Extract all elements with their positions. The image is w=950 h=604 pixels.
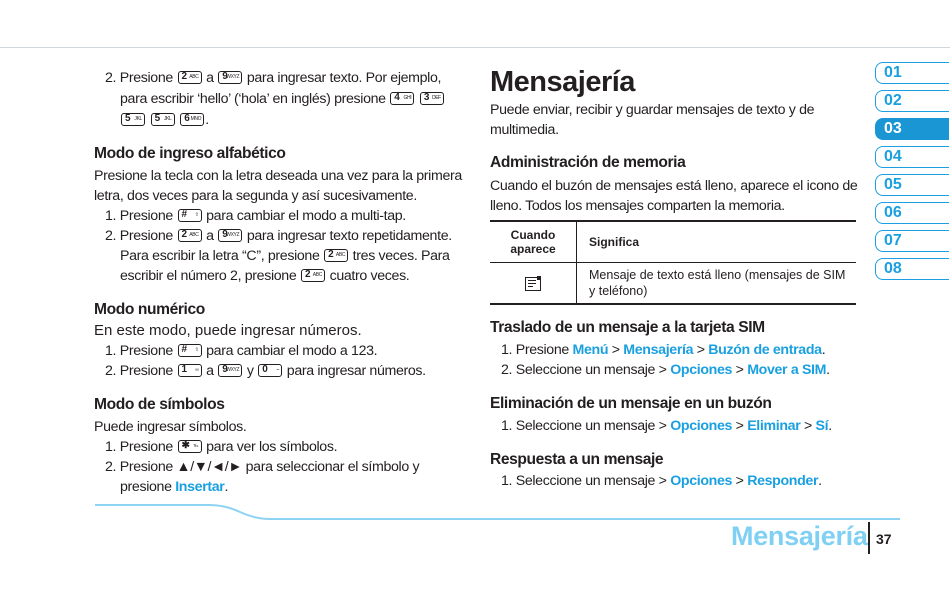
alpha-heading: Modo de ingreso alfabético — [94, 145, 286, 162]
sim-step-2: 2. Seleccione un mensaje > Opciones > Mover a SIM. — [501, 362, 830, 378]
key-2-icon: 2 ABC — [324, 249, 348, 262]
key-2-icon: 2 ABC — [301, 269, 325, 282]
key-5-icon: 5 JKL — [151, 113, 175, 126]
memory-heading: Administración de memoria — [490, 154, 686, 171]
reply-heading: Respuesta a un mensaje — [490, 451, 664, 468]
footer-title: Mensajería — [731, 521, 868, 551]
symbols-step-2: 2. Presione ▲/▼/◄/► para seleccionar el símbolo y — [105, 459, 420, 475]
reply-step-1: 1. Seleccione un mensaje > Opciones > Responder. — [501, 473, 822, 489]
title-intro-1: Puede enviar, recibir y guardar mensajes de texto y de — [490, 102, 815, 118]
mensajeria-label: Mensajería — [623, 342, 694, 358]
symbols-heading: Modo de símbolos — [94, 396, 225, 413]
key-2-icon: 2 ABC — [178, 71, 202, 84]
alpha-paragraph-2: letra, dos veces para la segunda y así sucesivamente. — [94, 188, 417, 204]
alpha-step-1: 1. Presione # ⇧ para cambiar el modo a multi-tap. — [105, 208, 406, 224]
numeric-paragraph: En este modo, puede ingresar números. — [94, 322, 362, 339]
key-6-icon: 6 MNO — [180, 113, 204, 126]
numeric-step-1: 1. Presione # ⇧ para cambiar el modo a 123. — [105, 343, 378, 359]
opciones-label: Opciones — [670, 473, 733, 489]
sim-heading: Traslado de un mensaje a la tarjeta SIM — [490, 319, 765, 336]
chapter-tab-08[interactable]: 08 — [875, 258, 949, 280]
buzon-entrada-label: Buzón de entrada — [708, 342, 822, 358]
numeric-step-2: 2. Presione 1 ∞ a 9 WXYZ y 0 ⌣ para ingresar números. — [105, 363, 426, 379]
alpha-step-2-line-3: escribir el número 2, presione 2 ABC cuatro veces. — [120, 268, 410, 284]
key-2-icon: 2 ABC — [178, 229, 202, 242]
opciones-label: Opciones — [670, 418, 733, 434]
key-hash-icon: # ⇧ — [178, 344, 202, 357]
symbols-paragraph: Puede ingresar símbolos. — [94, 419, 247, 435]
key-hash-icon: # ⇧ — [178, 209, 202, 222]
key-9-icon: 9 WXYZ — [218, 229, 242, 242]
si-label: Sí — [815, 418, 829, 434]
key-1-icon: 1 ∞ — [178, 364, 202, 377]
memory-paragraph-1: Cuando el buzón de mensajes está lleno, aparece el icono de — [490, 178, 858, 194]
intro-line-3: 5 JKL 5 JKL 6 MNO . — [120, 110, 209, 130]
insertar-label: Insertar — [175, 479, 225, 495]
page-number: 37 — [876, 531, 892, 547]
chapter-tab-04[interactable]: 04 — [875, 146, 949, 168]
alpha-paragraph-1: Presione la tecla con la letra deseada una vez para la primera — [94, 168, 462, 184]
key-9-icon: 9 WXYZ — [218, 71, 242, 84]
delete-heading: Eliminación de un mensaje en un buzón — [490, 395, 772, 412]
table-cell-meaning: Mensaje de texto está lleno (mensajes de SIM y teléfono) — [577, 263, 857, 305]
symbols-step-1: 1. Presione ✱ ℡ para ver los símbolos. — [105, 439, 338, 455]
memory-paragraph-2: lleno. Todos los mensajes comparten la memoria. — [490, 198, 785, 214]
sim-step-1: 1. Presione Menú > Mensajería > Buzón de entrada. — [501, 342, 826, 358]
symbols-step-2-line-2: presione Insertar. — [120, 479, 229, 495]
footer-separator — [868, 522, 870, 554]
title-intro-2: multimedia. — [490, 122, 559, 138]
alpha-step-2: 2. Presione 2 ABC a 9 WXYZ para ingresar texto repetidamente. — [105, 228, 452, 244]
table-header-significa: Significa — [577, 221, 857, 263]
key-5-icon: 5 JKL — [121, 113, 145, 126]
key-9-icon: 9 WXYZ — [218, 364, 242, 377]
opciones-label: Opciones — [670, 362, 733, 378]
mover-sim-label: Mover a SIM — [747, 362, 827, 378]
chapter-tab-07[interactable]: 07 — [875, 230, 949, 252]
key-star-icon: ✱ ℡ — [178, 440, 202, 453]
numeric-heading: Modo numérico — [94, 301, 205, 318]
table-header-cuando: Cuando aparece — [490, 221, 577, 263]
key-3-icon: 3 DEF — [420, 92, 444, 105]
menu-label: Menú — [572, 342, 609, 358]
chapter-tab-06[interactable]: 06 — [875, 202, 949, 224]
alpha-step-2-line-2: Para escribir la letra “C”, presione 2 ABC tres veces. Para — [120, 248, 450, 264]
key-0-icon: 0 ⌣ — [258, 364, 282, 377]
eliminar-label: Eliminar — [747, 418, 801, 434]
page-title: Mensajería — [490, 66, 635, 98]
responder-label: Responder — [747, 473, 819, 489]
intro-line-2: para escribir ‘hello’ (‘hola’ en inglés) presione 4 GHI 3 DEF — [120, 89, 445, 109]
chapter-tab-01[interactable]: 01 — [875, 62, 949, 84]
chapter-tab-02[interactable]: 02 — [875, 90, 949, 112]
key-4-icon: 4 GHI — [390, 92, 414, 105]
delete-step-1: 1. Seleccione un mensaje > Opciones > Eliminar > Sí. — [501, 418, 832, 434]
intro-line-1: 2. Presione 2 ABC a 9 WXYZ para ingresar texto. Por ejemplo, — [105, 70, 442, 86]
chapter-tab-05[interactable]: 05 — [875, 174, 949, 196]
chapter-tab-03[interactable]: 03 — [875, 118, 949, 140]
